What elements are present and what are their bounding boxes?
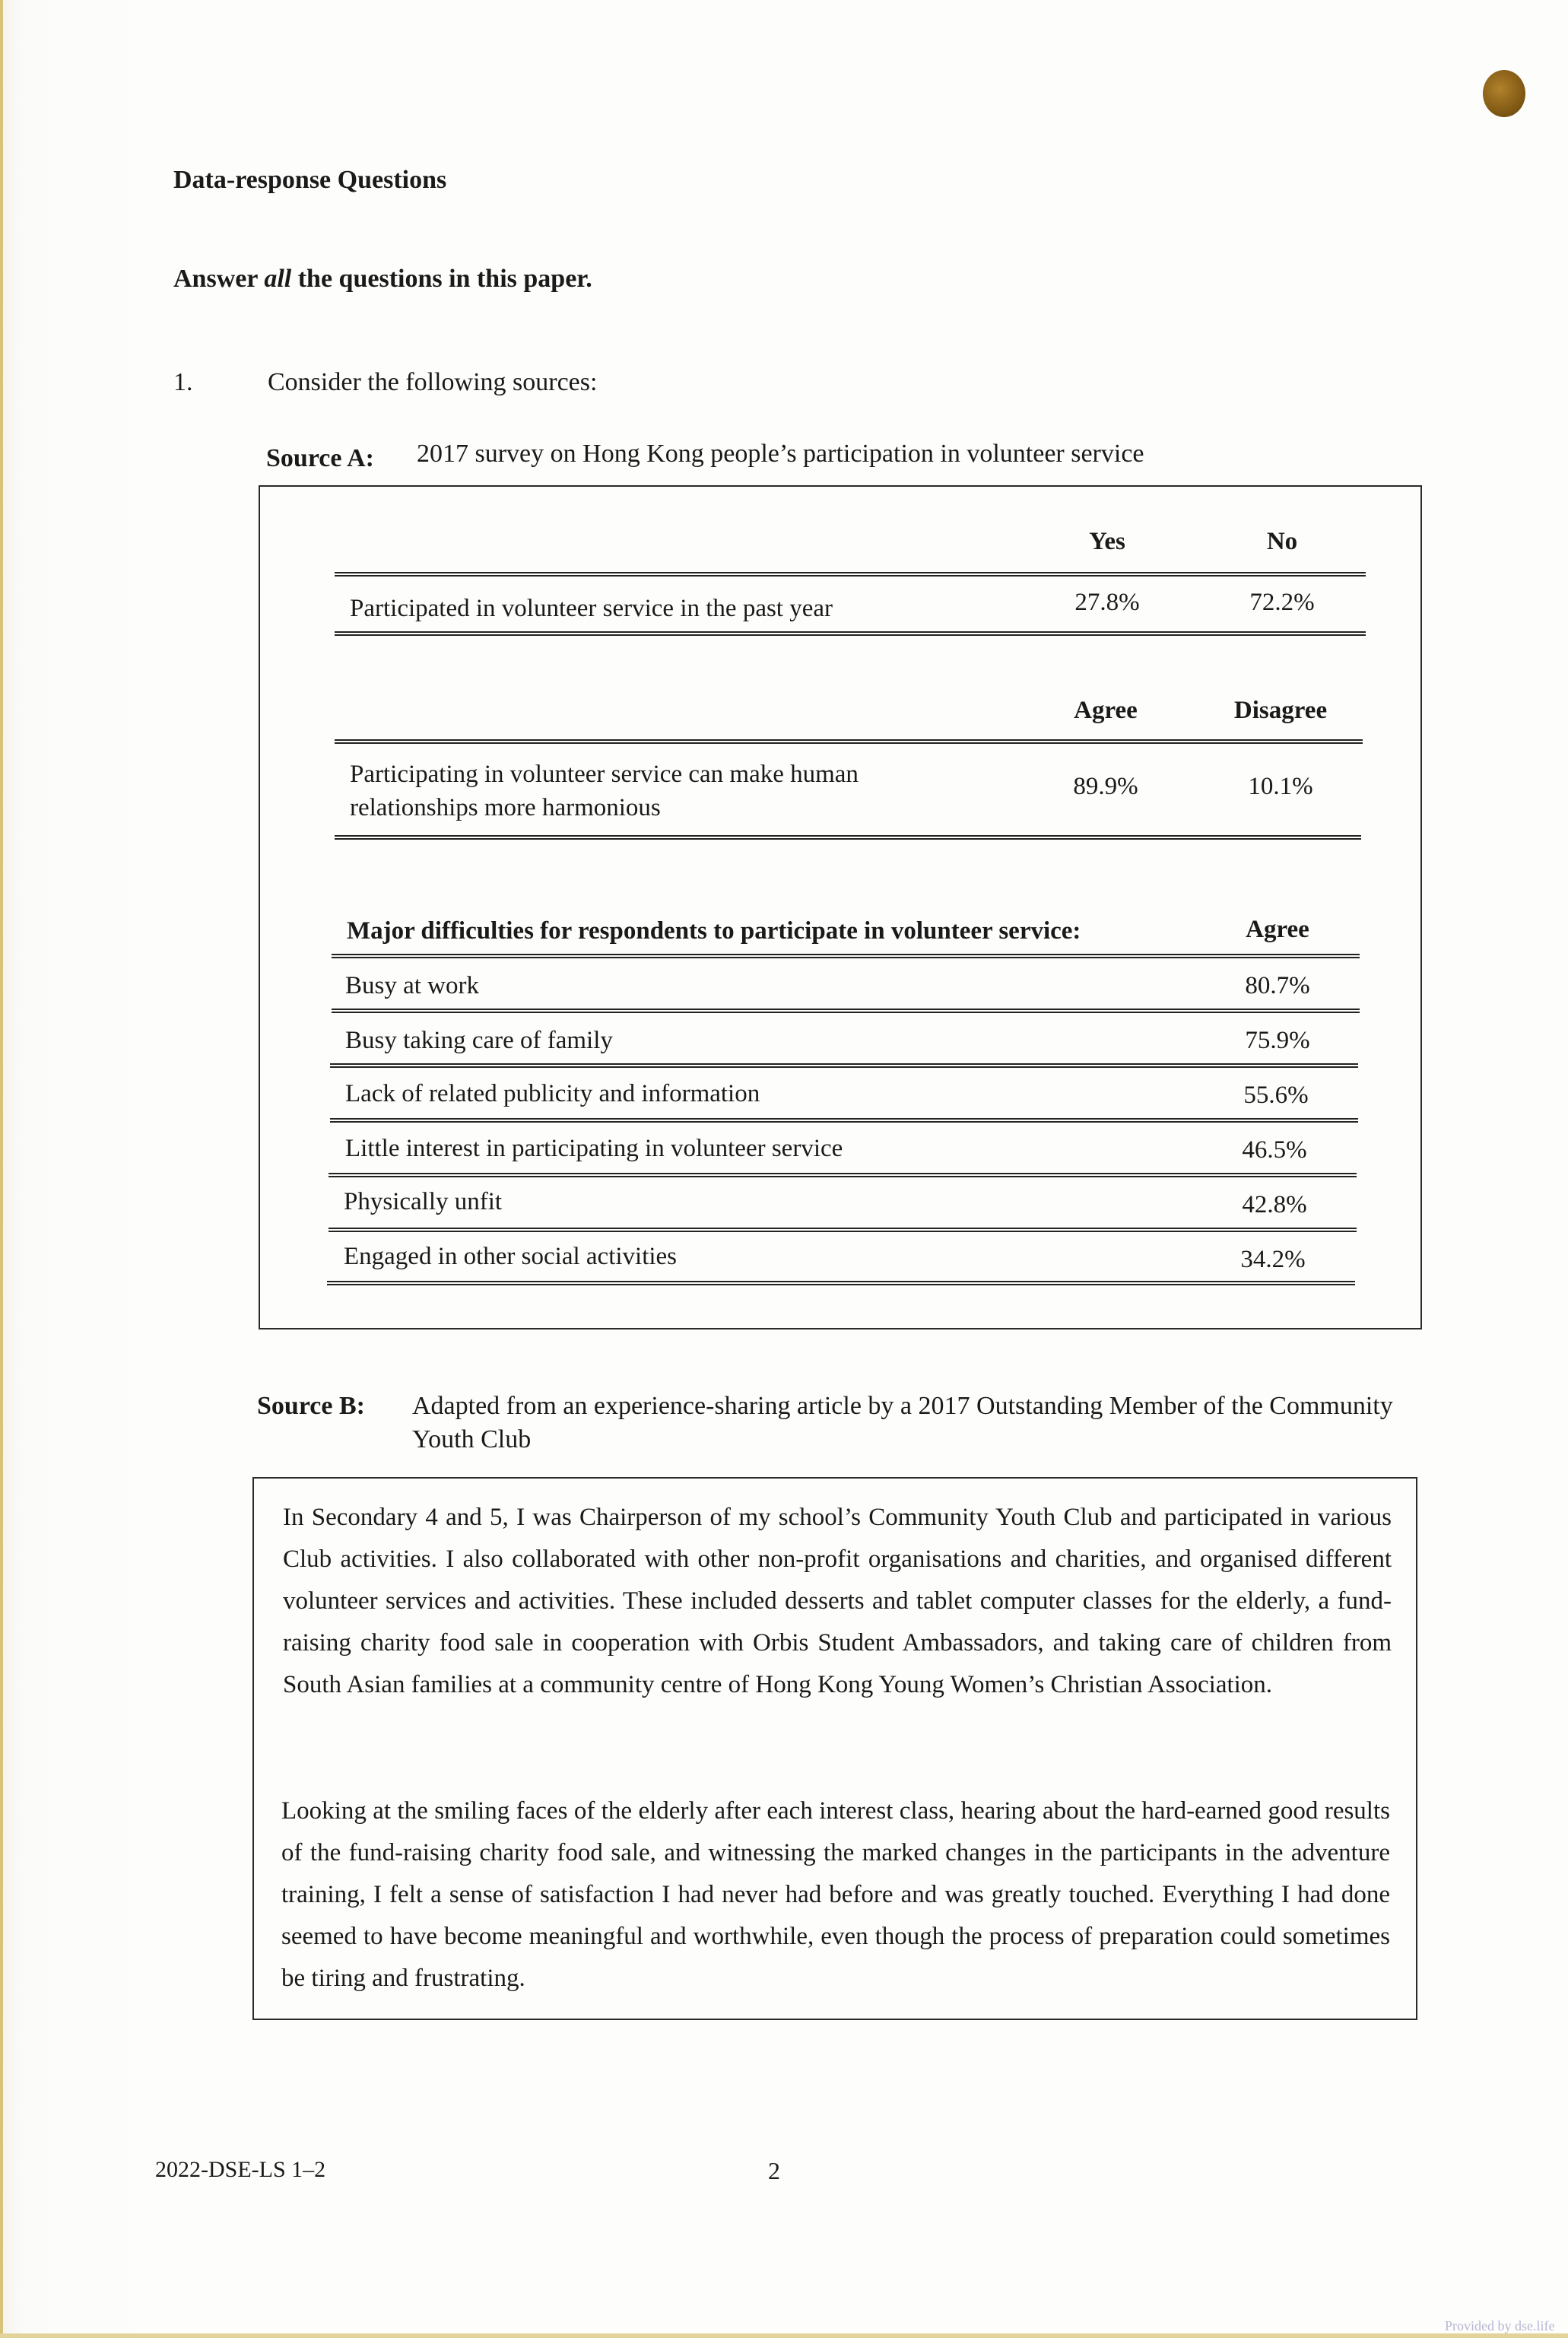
table1-col-yes: Yes — [1089, 528, 1125, 555]
page-bottom-edge — [0, 2333, 1568, 2338]
paper-code: 2022-DSE-LS 1–2 — [155, 2157, 326, 2182]
section-heading: Data-response Questions — [173, 166, 447, 194]
table1-yes-value: 27.8% — [1074, 589, 1140, 616]
question-number: 1. — [173, 368, 193, 396]
table2-top-rule — [335, 739, 1363, 744]
difficulty-label: Physically unfit — [344, 1188, 503, 1215]
difficulty-value: 42.8% — [1242, 1191, 1307, 1218]
instruction-emphasis: all — [264, 265, 292, 293]
source-a-description: 2017 survey on Hong Kong people’s participation in volunteer service — [417, 440, 1144, 468]
source-b-paragraph-2: Looking at the smiling faces of the elderly after each interest class, hearing about the hard-earned good results of the fund-raising charity food sale, and witnessing the marked changes in the participants in the adventure training, I felt a sense of satisfaction I had never had before and was greatly touched. Everything I had done seemed to have become meaningful and worthwhile, even though the process of preparation could sometimes be tiring and frustrating. — [281, 1797, 1390, 1992]
table1-row-label: Participated in volunteer service in the past year — [350, 595, 833, 622]
difficulty-value: 80.7% — [1245, 972, 1310, 999]
source-b-label: Source B: — [257, 1392, 365, 1420]
difficulty-label: Busy at work — [345, 972, 479, 999]
table1-col-no: No — [1266, 528, 1298, 555]
table1-bottom-rule — [335, 631, 1366, 636]
difficulty-value: 46.5% — [1242, 1136, 1307, 1164]
source-b-paragraph-1: In Secondary 4 and 5, I was Chairperson of my school’s Community Youth Club and participated in various Club activities. I also collaborated with other non-profit organisations and charities, and organised different volunteer services and activities. These included desserts and tablet computer classes for the elderly, a fund-raising charity food sale in cooperation with Orbis Student Ambassadors, and taking care of children from South Asian families at a community centre of Hong Kong Young Women’s Christian Association. — [283, 1504, 1392, 1698]
page-number: 2 — [768, 2157, 780, 2184]
table2-bottom-rule — [335, 835, 1361, 840]
table2-row-label-line2: relationships more harmonious — [350, 794, 661, 821]
source-b-description-line2: Youth Club — [412, 1425, 532, 1453]
difficulty-label: Busy taking care of family — [345, 1027, 613, 1054]
table3-row-rule — [329, 1173, 1357, 1177]
table3-row-rule — [330, 1118, 1358, 1123]
source-b-description-line1: Adapted from an experience-sharing article by a 2017 Outstanding Member of the Community — [412, 1392, 1393, 1420]
difficulty-label: Lack of related publicity and information — [345, 1080, 760, 1107]
difficulty-value: 55.6% — [1243, 1082, 1309, 1109]
table2-row-label-line1: Participating in volunteer service can make human — [350, 761, 859, 788]
table1-no-value: 72.2% — [1249, 589, 1315, 616]
question-text: Consider the following sources: — [268, 368, 598, 396]
table2-disagree-value: 10.1% — [1248, 773, 1313, 800]
table2-col-agree: Agree — [1074, 697, 1138, 724]
difficulty-value: 34.2% — [1240, 1246, 1306, 1273]
table3-header: Major difficulties for respondents to participate in volunteer service: — [347, 917, 1081, 945]
source-a-label: Source A: — [266, 444, 374, 472]
table3-col-agree: Agree — [1246, 916, 1309, 943]
page-edge — [0, 0, 3, 2338]
table3-row-rule — [330, 1063, 1358, 1068]
provider-watermark: Provided by dse.life — [1445, 2318, 1555, 2333]
difficulty-label: Little interest in participating in volunteer service — [345, 1135, 843, 1162]
table1-top-rule — [335, 572, 1366, 577]
table2-agree-value: 89.9% — [1073, 773, 1138, 800]
table3-header-rule — [332, 954, 1360, 958]
table3-row-rule — [329, 1228, 1357, 1232]
hole-punch-mark — [1483, 70, 1525, 117]
table3-bottom-rule — [327, 1281, 1355, 1285]
table2-col-disagree: Disagree — [1233, 697, 1328, 724]
difficulty-label: Engaged in other social activities — [344, 1243, 678, 1270]
instruction-text-end: the questions in this paper. — [291, 265, 592, 293]
instruction — [173, 265, 592, 294]
difficulty-value: 75.9% — [1245, 1027, 1310, 1054]
table3-row-rule — [332, 1009, 1360, 1013]
instruction-text: Answer — [173, 265, 265, 293]
